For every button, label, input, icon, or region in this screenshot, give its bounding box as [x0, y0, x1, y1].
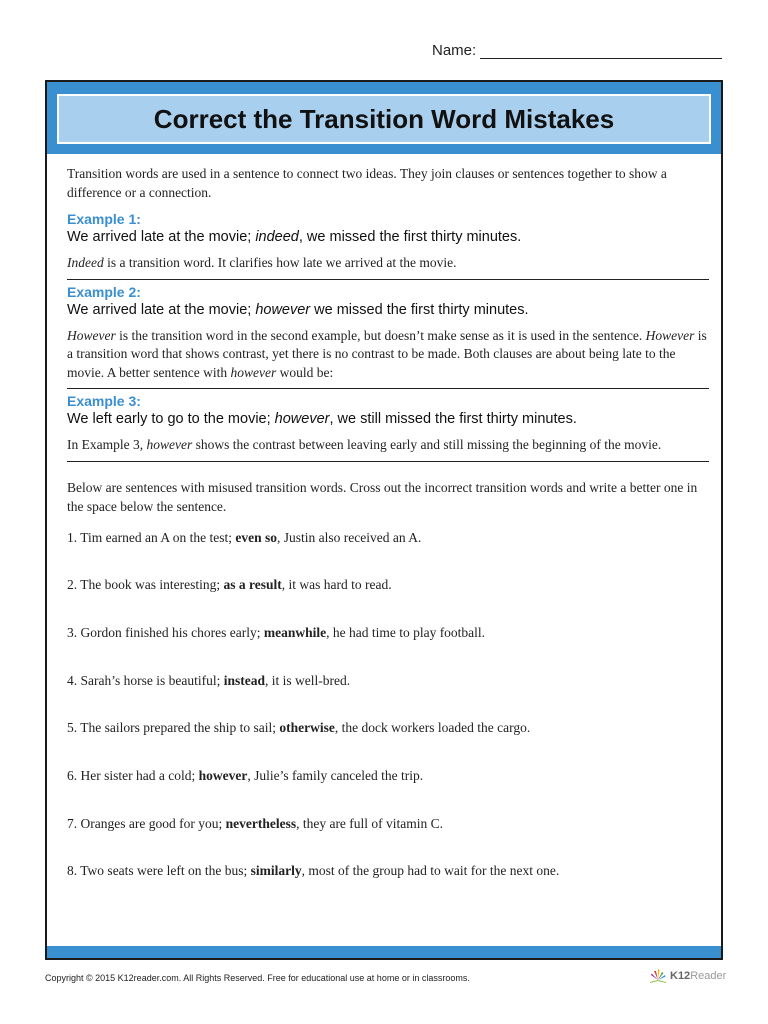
name-field[interactable]: [432, 42, 722, 59]
item-text: 2. The book was interesting;: [67, 576, 224, 592]
sentence-text: We arrived late at the movie;: [67, 301, 256, 318]
transition-word: as a result: [223, 576, 282, 592]
example-2-sentence: [67, 301, 707, 319]
book-leaf-icon: [648, 968, 668, 984]
example-1-sentence: [67, 228, 707, 246]
transition-word: however: [255, 301, 311, 318]
sentence-text: We arrived late at the movie;: [67, 229, 256, 245]
instructions-text: Below are sentences with misused transition words. Cross out the incorrect transition words and write a better one in the space below the sentence.: [67, 479, 698, 514]
item-text: , they are full of vitamin C.: [296, 815, 444, 831]
name-blank-line[interactable]: [480, 42, 722, 59]
item-text: 7. Oranges are good for you;: [67, 815, 226, 831]
footer-band: [47, 946, 721, 958]
transition-word: similarly: [250, 862, 302, 878]
note-text: In Example 3,: [67, 437, 147, 452]
list-item: [67, 528, 421, 547]
transition-word: However: [645, 327, 695, 343]
sentence-text: , we still missed the first thirty minutes.: [329, 411, 577, 427]
item-text: 4. Sarah’s horse is beautiful;: [67, 672, 224, 688]
name-label: Name:: [432, 42, 477, 59]
transition-word: nevertheless: [225, 815, 297, 831]
item-text: 1. Tim earned an A on the test;: [67, 529, 236, 545]
transition-word: indeed: [255, 229, 299, 245]
k12reader-logo: [648, 968, 726, 984]
example-3-label: Example 3:: [67, 393, 141, 409]
list-item: [67, 718, 530, 737]
title-box: [57, 94, 711, 144]
transition-word: however: [198, 767, 248, 783]
item-text: 8. Two seats were left on the bus;: [67, 862, 251, 878]
sentence-text: We left early to go to the movie;: [67, 411, 275, 427]
list-item: [67, 814, 443, 833]
list-item: [67, 623, 485, 642]
item-text: , he had time to play football.: [326, 624, 486, 640]
example-1-label: Example 1:: [67, 211, 141, 227]
transition-word: meanwhile: [263, 624, 327, 640]
divider: [67, 461, 709, 462]
item-text: 5. The sailors prepared the ship to sail;: [67, 719, 280, 735]
transition-word: however: [146, 437, 193, 452]
example-3-sentence: [67, 410, 707, 428]
worksheet-frame: [45, 80, 723, 960]
transition-word: Indeed: [67, 255, 104, 270]
item-text: 6. Her sister had a cold;: [67, 767, 199, 783]
logo-reader-text: Reader: [690, 970, 727, 982]
transition-word: instead: [223, 672, 265, 688]
note-text: is a transition word that shows contrast, yet there is no contrast to be made. Both clauses are about being late to the movie. A better sentence with: [67, 327, 707, 380]
exercise-list: [67, 516, 707, 876]
logo-k12-text: K12: [670, 970, 691, 982]
example-2-label: Example 2:: [67, 283, 141, 300]
transition-word: However: [67, 327, 116, 343]
note-text: is the transition word in the second example, but doesn’t make sense as it is used in the sentence.: [115, 327, 643, 343]
note-text: shows the contrast between leaving early and still missing the beginning of the movie.: [192, 437, 662, 452]
transition-word: otherwise: [279, 719, 335, 735]
item-text: , Justin also received an A.: [277, 529, 422, 545]
item-text: , Julie’s family canceled the trip.: [247, 767, 424, 783]
worksheet-content: [67, 164, 707, 876]
example-2-note: [67, 327, 707, 383]
item-text: , it was hard to read.: [281, 576, 392, 592]
item-text: , the dock workers loaded the cargo.: [334, 719, 531, 735]
list-item: [67, 861, 559, 880]
intro-text: Transition words are used in a sentence to connect two ideas. They join clauses or sentences together to show a difference or a connection.: [67, 166, 667, 200]
sentence-text: , we missed the first thirty minutes.: [298, 229, 522, 245]
example-1-note: [67, 254, 707, 273]
item-text: 3. Gordon finished his chores early;: [67, 624, 264, 640]
transition-word: even so: [235, 529, 277, 545]
page-title: Correct the Transition Word Mistakes: [153, 103, 615, 134]
list-item: [67, 766, 423, 785]
divider: [67, 279, 709, 280]
item-text: , it is well-bred.: [265, 672, 351, 688]
item-text: , most of the group had to wait for the next one.: [301, 862, 560, 878]
transition-word: however: [274, 411, 330, 427]
list-item: [67, 671, 350, 690]
note-text: would be:: [276, 364, 334, 380]
note-text: is a transition word. It clarifies how late we arrived at the movie.: [103, 255, 457, 270]
sentence-text: we missed the first thirty minutes.: [310, 301, 529, 318]
copyright-text: Copyright © 2015 K12reader.com. All Rights Reserved. Free for educational use at home or in classrooms.: [45, 973, 470, 983]
transition-word: however: [230, 364, 277, 380]
list-item: [67, 575, 392, 594]
divider: [67, 388, 709, 389]
example-3-note: [67, 436, 707, 455]
